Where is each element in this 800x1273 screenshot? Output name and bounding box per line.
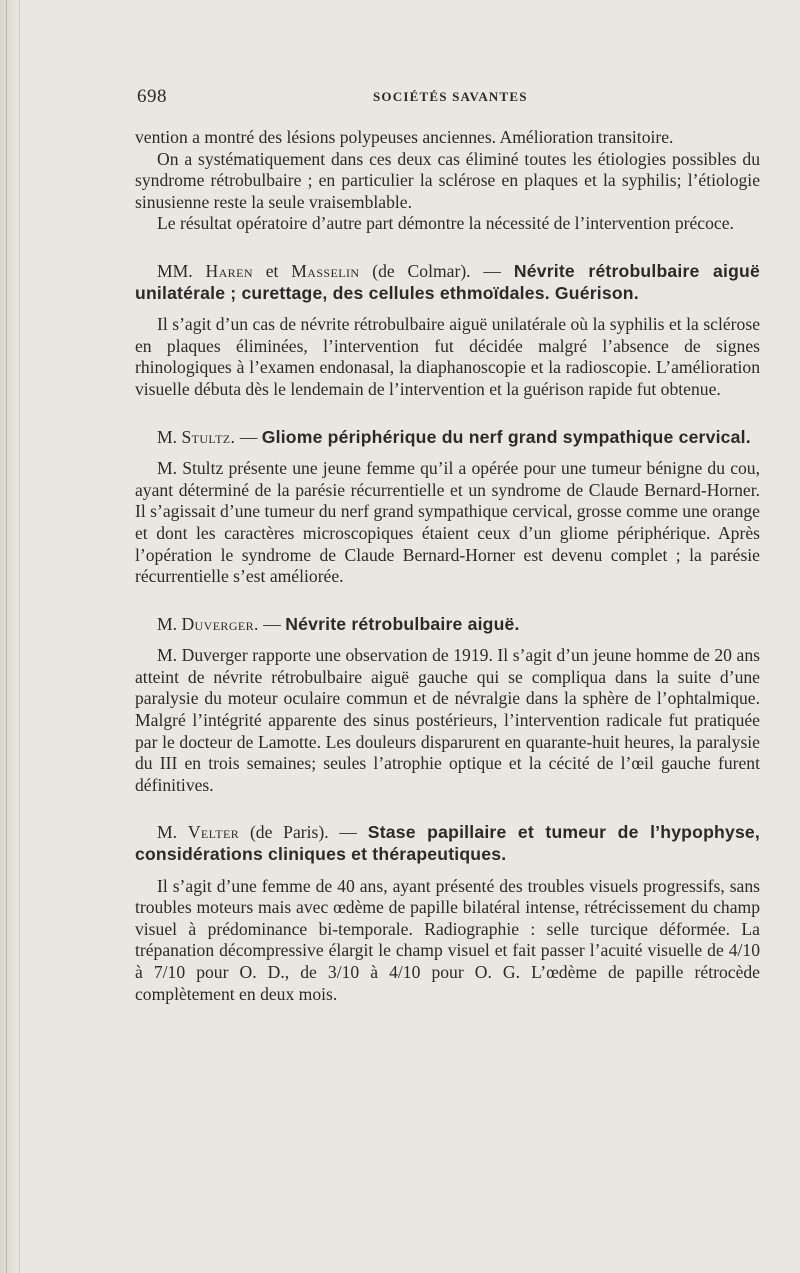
paragraph: Le résultat opératoire d’autre part démontre la nécessité de l’intervention précoce.: [157, 213, 734, 234]
running-head: SOCIÉTÉS SAVANTES: [373, 89, 528, 104]
section-title: Stase papillaire et tumeur de l’hypophyse, considérations cliniques et thérapeutiques.: [135, 822, 761, 865]
author-name: Duverger.: [181, 613, 259, 634]
section-heading: [135, 427, 760, 449]
section-title: Névrite rétrobulbaire aiguë.: [285, 613, 520, 634]
authors-mid: et: [265, 260, 279, 281]
authors-suffix: —: [239, 426, 258, 447]
section-title: Gliome périphérique du nerf grand sympathique cervical.: [261, 426, 751, 447]
section-heading: [135, 614, 760, 636]
author-name: Stultz.: [181, 426, 236, 447]
authors-prefix: M.: [157, 822, 178, 843]
paragraph: On a systématiquement dans ces deux cas éliminé toutes les étiologies possibles du syndrome rétrobulbaire ; en particulier la sclérose en plaques et la syphilis; l’étiologie sinusienne reste la seule vraisemblable.: [135, 148, 760, 212]
section-body: Il s’agit d’un cas de névrite rétrobulbaire aiguë unilatérale où la syphilis et la sclérose en plaques éliminées, l’intervention fut décidée malgré l’absence de signes rhinologiques à l’examen endonasal, la diaphanoscopie et la radioscopie. L’amélioration visuelle débuta dès le lendemain de l’intervention et la guérison rapide fut obtenue.: [135, 314, 760, 399]
section-heading: [135, 261, 760, 304]
binding-line: [19, 0, 20, 1273]
section-heading: [135, 822, 760, 865]
authors-suffix: (de Paris). —: [249, 822, 357, 843]
page-header: [135, 86, 760, 108]
section-body: Il s’agit d’une femme de 40 ans, ayant présenté des troubles visuels progressifs, sans troubles moteurs mais avec œdème de papille bilatéral intense, rétrécissement du champ visuel à prédominance bi-temporale. Radiographie : selle turcique déformée. La trépanation décompressive élargit le champ visuel et fait passer l’acuité visuelle de 4/10 à 7/10 pour O. D., de 3/10 à 4/10 pour O. G. L’œdème de papille rétrocède complètement en deux mois.: [135, 875, 760, 1004]
author-name: Masselin: [291, 260, 360, 281]
author-name: Haren: [205, 260, 253, 281]
article-body: [135, 127, 760, 1005]
section-title: Névrite rétrobulbaire aiguë unilatérale ; curettage, des cellules ethmoïdales. Guérison.: [135, 260, 760, 303]
authors-prefix: M.: [157, 613, 178, 634]
section-body: M. Duverger rapporte une observation de 1919. Il s’agit d’un jeune homme de 20 ans atteint de névrite rétrobulbaire aiguë gauche qui se compliqua dans la suite d’une paralysie du moteur oculaire commun et de névralgie dans la sphère de l’ophtalmique. Malgré l’intégrité apparente des sinus postérieurs, l’intervention radicale fut pratiquée par le docteur de Lamotte. Les douleurs disparurent en quarante-huit heures, la paralysie du III en trois semaines; seules l’atrophie optique et la cécité de l’œil gauche furent définitives.: [135, 645, 760, 795]
authors-suffix: —: [263, 613, 281, 634]
authors-prefix: M.: [157, 426, 178, 447]
page-number: 698: [137, 86, 167, 107]
authors-prefix: MM.: [157, 260, 193, 281]
author-name: Velter: [187, 822, 240, 843]
section-body: M. Stultz présente une jeune femme qu’il a opérée pour une tumeur bénigne du cou, ayant déterminé de la parésie récurrentielle et un syndrome de Claude Bernard-Horner. Il s’agissait d’une tumeur du nerf grand sympathique cervical, grosse comme une orange et dont les caractères microscopiques étaient ceux d’un gliome périphérique. Après l’opération le syndrome de Claude Bernard-Horner est devenu complet ; la parésie récurrentielle s’est améliorée.: [135, 458, 760, 587]
authors-suffix: (de Colmar). —: [372, 260, 501, 281]
binding-line: [6, 0, 7, 1273]
paragraph: vention a montré des lésions polypeuses anciennes. Amélioration transitoire.: [135, 127, 674, 147]
